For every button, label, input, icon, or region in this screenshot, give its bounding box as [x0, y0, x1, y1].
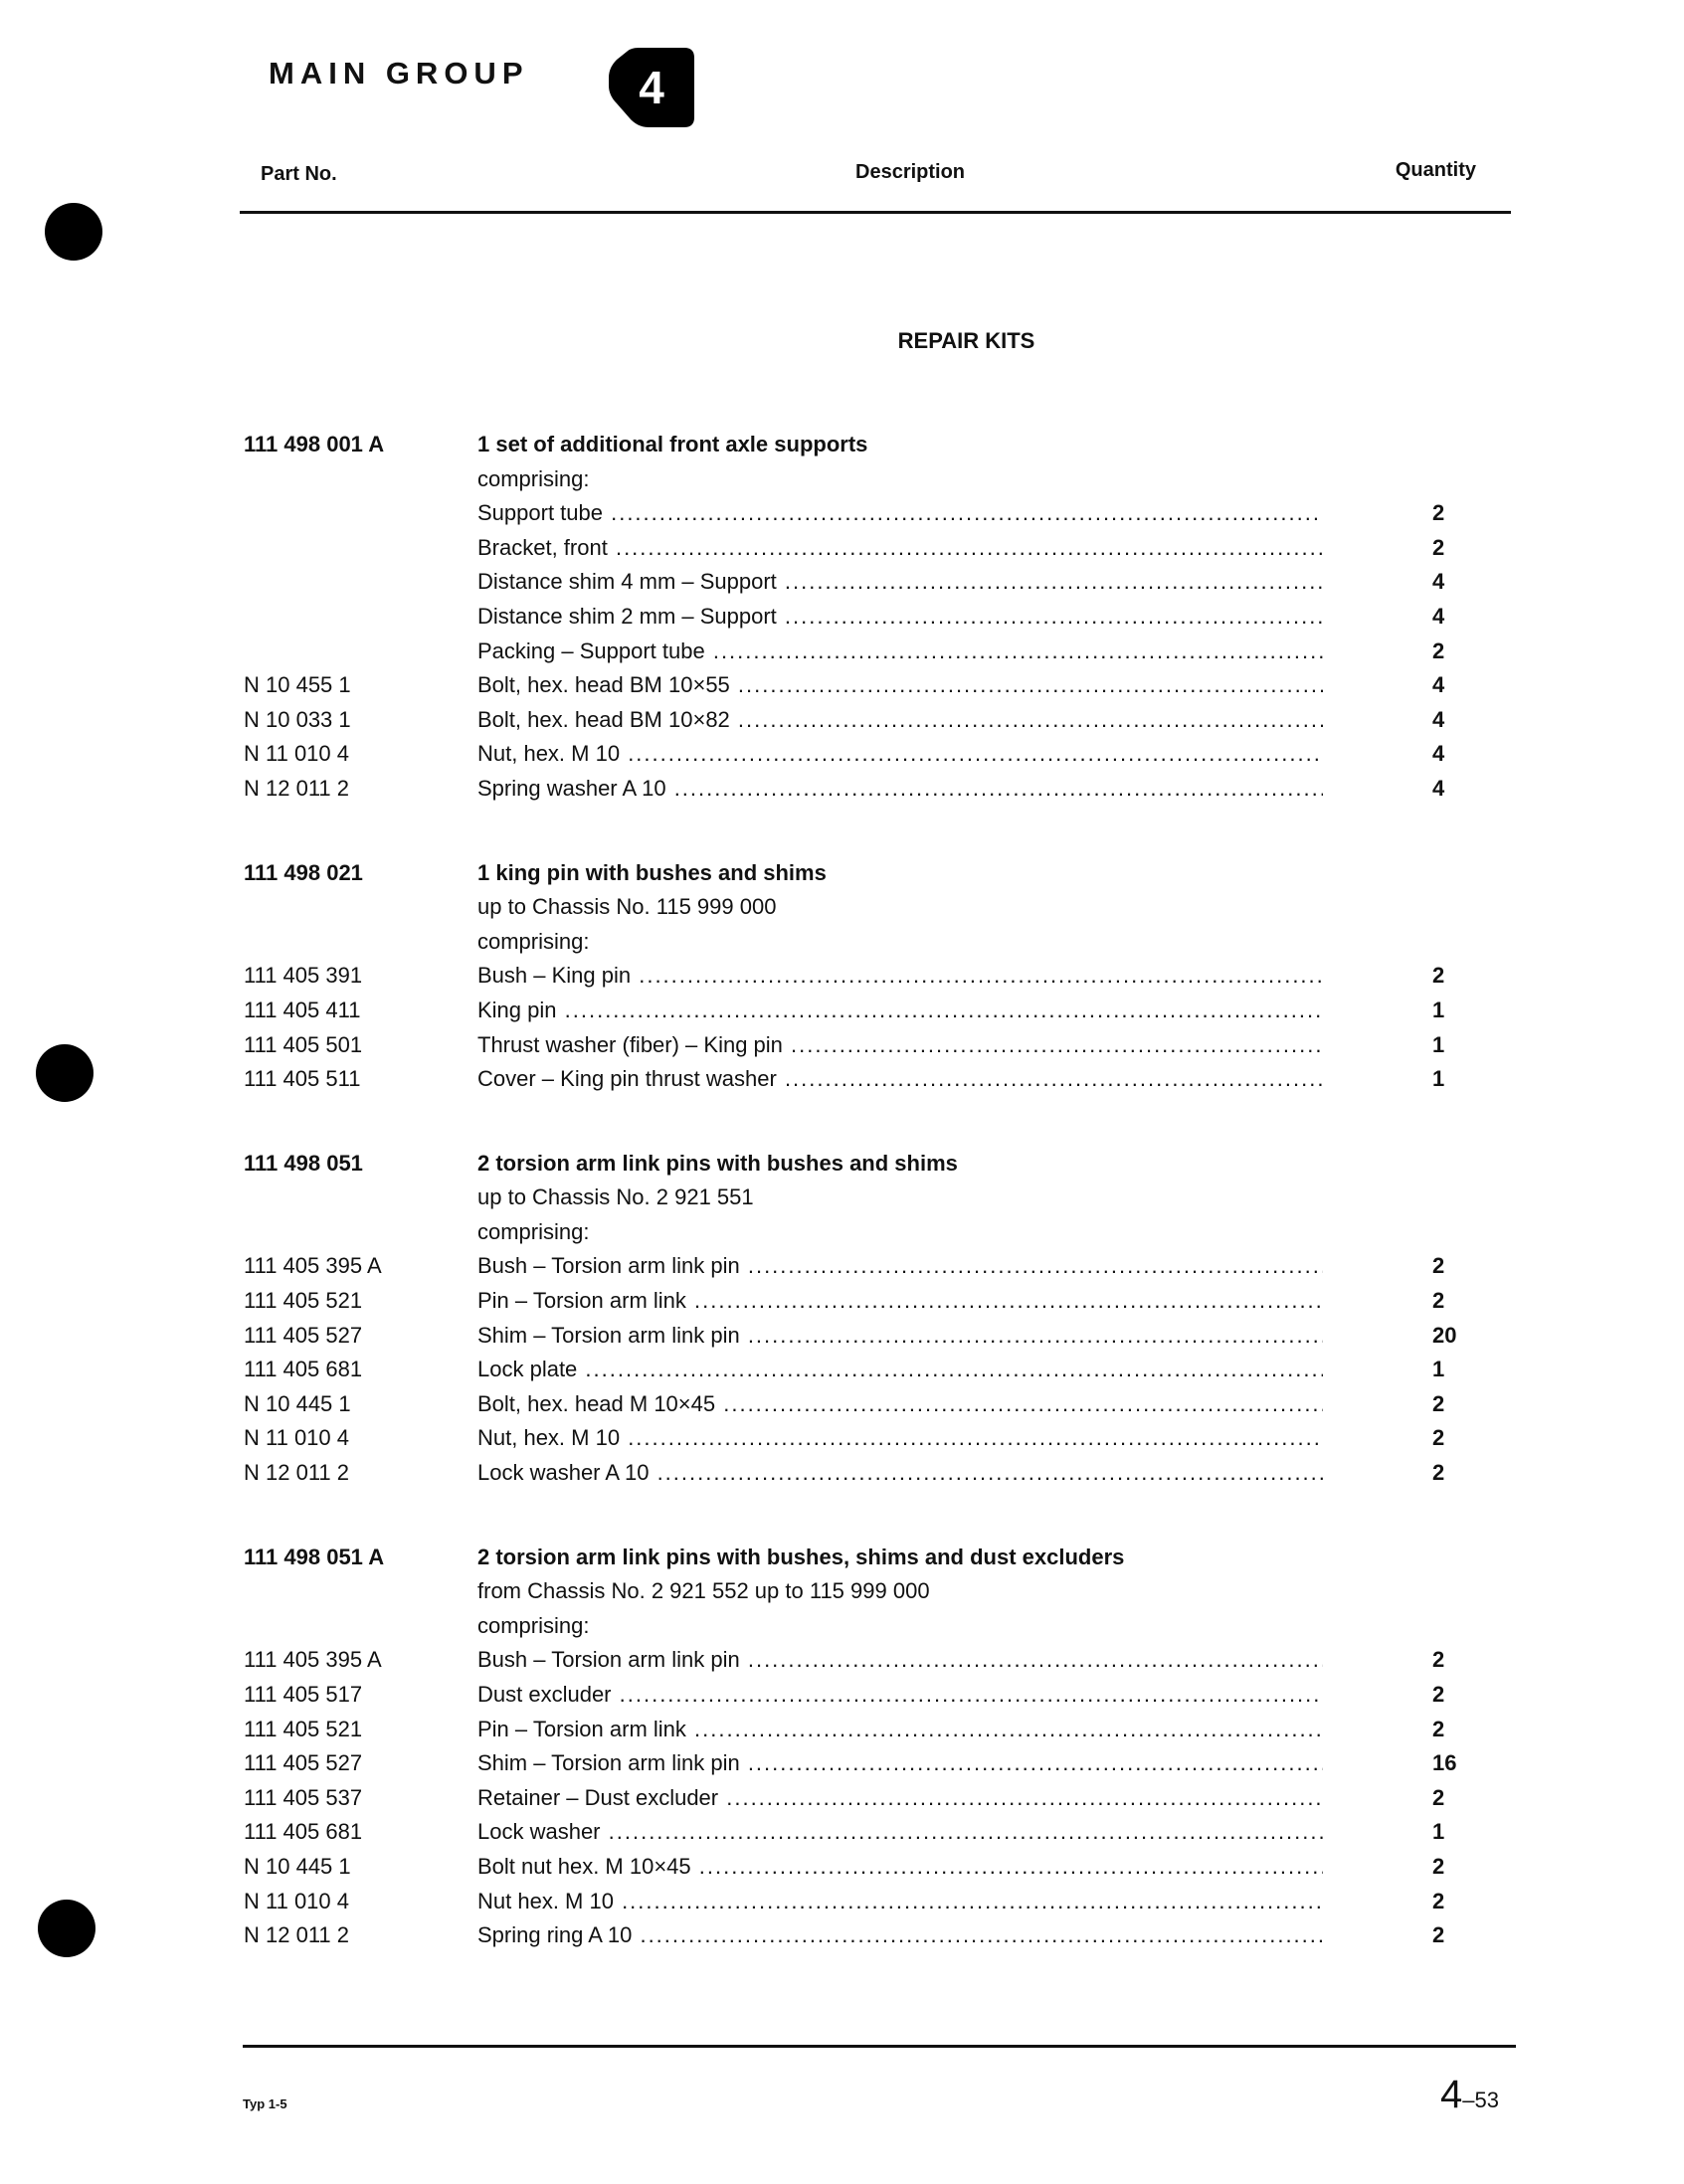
- part-description: Nut, hex. M 10 .....: [477, 737, 1323, 772]
- part-row: [244, 994, 1477, 1028]
- part-description: Pin – Torsion arm link .....: [477, 1284, 1323, 1319]
- part-description: Dust excluder .....: [477, 1678, 1323, 1713]
- part-quantity: 2: [1432, 1716, 1445, 1741]
- kit-header-row: [244, 428, 1477, 462]
- kit-subtitle-row: [244, 1215, 1477, 1250]
- part-description: Cover – King pin thrust washer .....: [477, 1062, 1323, 1097]
- part-row: [244, 600, 1477, 635]
- part-number: 111 405 537: [244, 1784, 363, 1810]
- kit-subtitle: from Chassis No. 2 921 552 up to 115 999 000: [477, 1578, 930, 1604]
- part-number: 111 405 411: [244, 997, 361, 1022]
- column-header-description: Description: [855, 161, 966, 183]
- part-quantity: 1: [1432, 1066, 1445, 1092]
- part-description: Bush – King pin .....: [477, 959, 1323, 994]
- part-number: 111 405 521: [244, 1288, 363, 1314]
- page-number-main: 4: [1440, 2073, 1463, 2116]
- kit-part-number: 111 498 051 A: [244, 1544, 385, 1569]
- part-quantity: 4: [1432, 672, 1445, 698]
- page-number: [1440, 2073, 1499, 2117]
- kit-title: 2 torsion arm link pins with bushes, shims and dust excluders: [477, 1544, 1125, 1569]
- kit-title: 1 king pin with bushes and shims: [477, 859, 827, 885]
- part-quantity: 2: [1432, 637, 1445, 663]
- kit-subtitle: comprising:: [477, 928, 590, 954]
- part-description: Lock washer A 10 .....: [477, 1456, 1323, 1491]
- part-number: N 11 010 4: [244, 1425, 350, 1451]
- part-row: [244, 531, 1477, 566]
- part-row: [244, 496, 1477, 531]
- part-row: [244, 1713, 1477, 1747]
- kit-header-row: [244, 1541, 1477, 1575]
- part-row: [244, 1353, 1477, 1387]
- punch-hole: [38, 1900, 95, 1957]
- footer-rule: [243, 2045, 1516, 2048]
- part-number: 111 405 681: [244, 1357, 363, 1382]
- part-description: Spring ring A 10 .....: [477, 1918, 1323, 1953]
- part-quantity: 4: [1432, 603, 1445, 629]
- kit-subtitle: comprising:: [477, 1612, 590, 1638]
- group-number: 4: [639, 62, 664, 113]
- part-number: 111 405 511: [244, 1066, 361, 1092]
- part-row: [244, 1421, 1477, 1456]
- part-quantity: 2: [1432, 1853, 1445, 1879]
- part-row: [244, 772, 1477, 807]
- part-number: 111 405 527: [244, 1750, 363, 1776]
- part-row: [244, 1062, 1477, 1097]
- part-description: Packing – Support tube .....: [477, 635, 1323, 669]
- part-quantity: 1: [1432, 1357, 1445, 1382]
- part-quantity: 2: [1432, 1647, 1445, 1673]
- part-row: [244, 959, 1477, 994]
- part-number: 111 405 391: [244, 963, 363, 989]
- punch-hole: [36, 1044, 94, 1102]
- part-number: 111 405 501: [244, 1031, 363, 1057]
- part-row: [244, 1815, 1477, 1850]
- kit-subtitle: up to Chassis No. 2 921 551: [477, 1184, 754, 1210]
- part-quantity: 2: [1432, 1288, 1445, 1314]
- kit-title: 1 set of additional front axle supports: [477, 432, 868, 456]
- part-description: Pin – Torsion arm link .....: [477, 1713, 1323, 1747]
- repair-kit: [244, 856, 1477, 1097]
- group-number-badge: [609, 48, 694, 127]
- kit-subtitle: comprising:: [477, 465, 590, 491]
- part-quantity: 2: [1432, 1682, 1445, 1707]
- part-number: N 11 010 4: [244, 741, 350, 767]
- part-quantity: 1: [1432, 1031, 1445, 1057]
- part-description: King pin .....: [477, 994, 1323, 1028]
- column-header-quantity: Quantity: [1395, 159, 1476, 181]
- kit-part-number: 111 498 051: [244, 1150, 363, 1176]
- part-row: [244, 1885, 1477, 1919]
- part-row: [244, 1249, 1477, 1284]
- part-quantity: 4: [1432, 775, 1445, 801]
- part-description: Bush – Torsion arm link pin .....: [477, 1249, 1323, 1284]
- part-quantity: 4: [1432, 706, 1445, 732]
- kit-title: 2 torsion arm link pins with bushes and shims: [477, 1150, 958, 1176]
- part-description: Bolt nut hex. M 10×45 .....: [477, 1850, 1323, 1885]
- part-description: Bracket, front .....: [477, 531, 1323, 566]
- part-quantity: 2: [1432, 1922, 1445, 1948]
- part-number: 111 405 527: [244, 1322, 363, 1348]
- kit-subtitle-row: [244, 925, 1477, 960]
- kit-part-number: 111 498 021: [244, 859, 363, 885]
- kit-subtitle-row: [244, 890, 1477, 925]
- part-description: Nut, hex. M 10 .....: [477, 1421, 1323, 1456]
- kit-header-row: [244, 856, 1477, 891]
- kit-subtitle-row: [244, 1574, 1477, 1609]
- part-quantity: 2: [1432, 1888, 1445, 1913]
- part-row: [244, 1387, 1477, 1422]
- part-number: 111 405 517: [244, 1682, 363, 1707]
- part-quantity: 1: [1432, 1819, 1445, 1845]
- part-row: [244, 1781, 1477, 1816]
- part-description: Bolt, hex. head BM 10×55 .....: [477, 668, 1323, 703]
- part-description: Bush – Torsion arm link pin .....: [477, 1643, 1323, 1678]
- part-row: [244, 1850, 1477, 1885]
- part-quantity: 2: [1432, 534, 1445, 560]
- part-quantity: 1: [1432, 997, 1445, 1022]
- part-number: 111 405 681: [244, 1819, 363, 1845]
- part-number: N 10 033 1: [244, 706, 351, 732]
- kit-subtitle-row: [244, 1181, 1477, 1215]
- part-row: [244, 668, 1477, 703]
- kit-header-row: [244, 1147, 1477, 1182]
- section-title: REPAIR KITS: [897, 328, 1035, 353]
- part-description: Bolt, hex. head BM 10×82 .....: [477, 703, 1323, 738]
- repair-kits-list: [244, 428, 1477, 2003]
- header-rule: [240, 211, 1511, 214]
- page-number-sub: –53: [1462, 2088, 1499, 2112]
- part-number: N 10 445 1: [244, 1390, 351, 1416]
- part-row: [244, 1746, 1477, 1781]
- part-row: [244, 635, 1477, 669]
- part-description: Shim – Torsion arm link pin .....: [477, 1746, 1323, 1781]
- part-row: [244, 1456, 1477, 1491]
- part-quantity: 4: [1432, 569, 1445, 595]
- part-description: Bolt, hex. head M 10×45 .....: [477, 1387, 1323, 1422]
- part-description: Nut hex. M 10 .....: [477, 1885, 1323, 1919]
- page-header: [269, 48, 1512, 137]
- part-row: [244, 703, 1477, 738]
- main-group-label: MAIN GROUP: [269, 56, 529, 91]
- part-quantity: 2: [1432, 1460, 1445, 1486]
- part-description: Lock washer .....: [477, 1815, 1323, 1850]
- part-quantity: 2: [1432, 963, 1445, 989]
- part-row: [244, 1284, 1477, 1319]
- part-description: Thrust washer (fiber) – King pin .....: [477, 1028, 1323, 1063]
- part-number: 111 405 395 A: [244, 1647, 382, 1673]
- column-headers: [261, 159, 1476, 189]
- part-row: [244, 1319, 1477, 1354]
- part-number: 111 405 395 A: [244, 1253, 382, 1279]
- part-quantity: 2: [1432, 500, 1445, 526]
- part-description: Support tube .....: [477, 496, 1323, 531]
- part-row: [244, 1918, 1477, 1953]
- type-label: Typ 1-5: [243, 2096, 287, 2111]
- part-number: N 12 011 2: [244, 1922, 350, 1948]
- part-quantity: 20: [1432, 1322, 1457, 1348]
- part-quantity: 2: [1432, 1253, 1445, 1279]
- part-row: [244, 1678, 1477, 1713]
- part-number: 111 405 521: [244, 1716, 363, 1741]
- part-number: N 12 011 2: [244, 775, 350, 801]
- part-row: [244, 737, 1477, 772]
- part-quantity: 2: [1432, 1784, 1445, 1810]
- part-description: Lock plate .....: [477, 1353, 1323, 1387]
- kit-subtitle: comprising:: [477, 1218, 590, 1244]
- part-number: N 10 445 1: [244, 1853, 351, 1879]
- punch-hole: [45, 203, 102, 261]
- part-number: N 11 010 4: [244, 1888, 350, 1913]
- kit-subtitle: up to Chassis No. 115 999 000: [477, 894, 777, 920]
- part-row: [244, 565, 1477, 600]
- part-description: Shim – Torsion arm link pin .....: [477, 1319, 1323, 1354]
- part-description: Spring washer A 10 .....: [477, 772, 1323, 807]
- repair-kit: [244, 1147, 1477, 1491]
- part-row: [244, 1028, 1477, 1063]
- kit-subtitle-row: [244, 462, 1477, 497]
- part-description: Distance shim 2 mm – Support .....: [477, 600, 1323, 635]
- repair-kit: [244, 428, 1477, 807]
- part-quantity: 16: [1432, 1750, 1457, 1776]
- part-quantity: 4: [1432, 741, 1445, 767]
- part-row: [244, 1643, 1477, 1678]
- part-number: N 10 455 1: [244, 672, 351, 698]
- part-number: N 12 011 2: [244, 1460, 350, 1486]
- kit-part-number: 111 498 001 A: [244, 432, 385, 456]
- column-header-part-no: Part No.: [261, 163, 337, 185]
- part-quantity: 2: [1432, 1390, 1445, 1416]
- part-description: Retainer – Dust excluder .....: [477, 1781, 1323, 1816]
- repair-kit: [244, 1541, 1477, 1953]
- part-quantity: 2: [1432, 1425, 1445, 1451]
- kit-subtitle-row: [244, 1609, 1477, 1644]
- part-description: Distance shim 4 mm – Support .....: [477, 565, 1323, 600]
